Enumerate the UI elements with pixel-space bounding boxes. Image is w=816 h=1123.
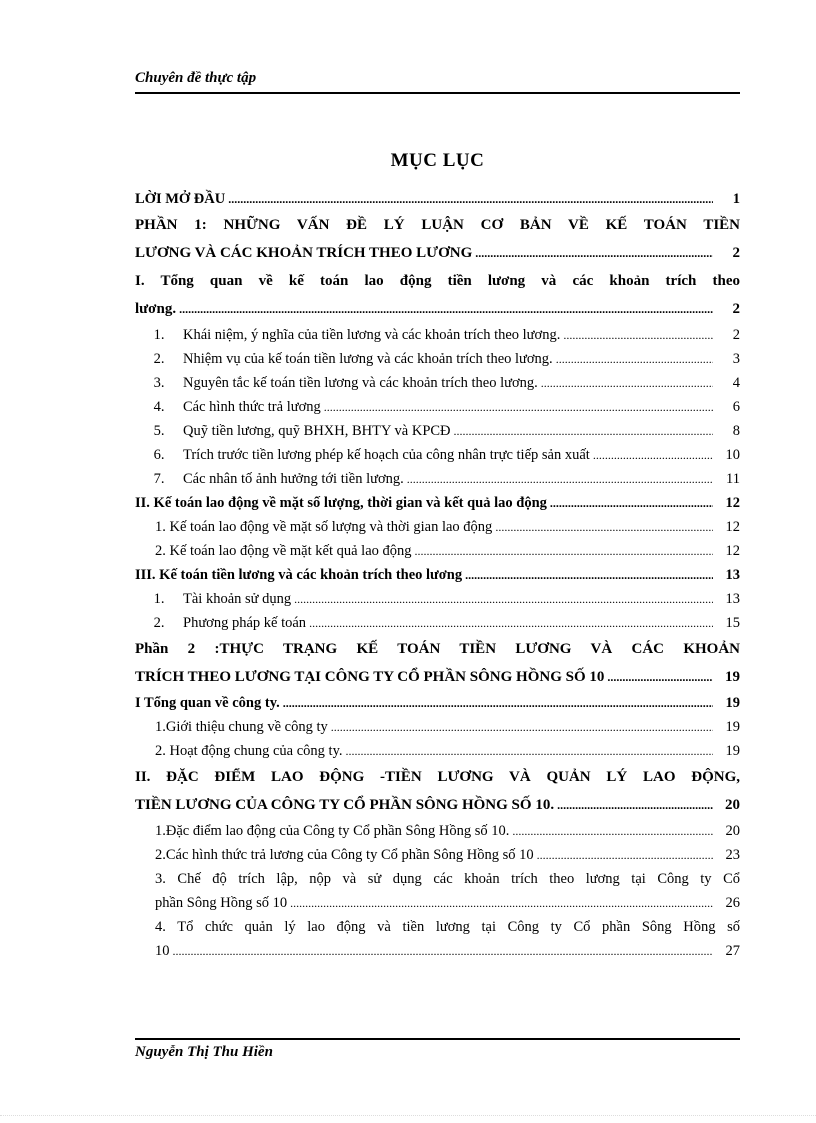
- toc-subentry[interactable]: 3. Chế độ trích lập, nộp và sử dụng các khoản trích theo lương tại Công ty Cổ phần Sông Hồng số 10 ..... 26: [135, 867, 740, 915]
- dot-leader: [309, 611, 713, 635]
- dot-leader: [407, 467, 713, 491]
- toc-subentry[interactable]: 1. Kế toán lao động về mặt số lượng và thời gian lao động ..... 12: [135, 515, 740, 539]
- dot-leader: [228, 187, 713, 211]
- dot-leader: [475, 239, 713, 267]
- author-name: Nguyễn Thị Thu Hiền: [135, 1044, 273, 1060]
- dot-leader: [465, 563, 713, 587]
- dot-leader: [541, 371, 713, 395]
- page-number: 19: [725, 669, 740, 685]
- page-number: 19: [725, 695, 740, 711]
- toc-subentry[interactable]: 2. Phương pháp kế toán ..... 15: [135, 611, 740, 635]
- dot-leader: [537, 843, 713, 867]
- dot-leader: [607, 663, 713, 691]
- page-footer: [135, 1038, 740, 1060]
- toc-entry-loi-mo-dau[interactable]: LỜI MỞ ĐẦU ..... 1: [135, 187, 740, 211]
- toc-entry-phan-2[interactable]: Phần 2 :THỰC TRẠNG KẾ TOÁN TIỀN LƯƠNG VÀ CÁC KHOẢN TRÍCH THEO LƯƠNG TẠI CÔNG TY CỔ PHẦN SÔNG HỒNG SỐ 10 ..... 19: [135, 635, 740, 691]
- dot-leader: [173, 939, 714, 963]
- page-number: 12: [725, 543, 740, 559]
- page-number: 27: [725, 943, 740, 959]
- page-number: 4: [732, 375, 740, 391]
- dot-leader: [495, 515, 713, 539]
- toc-entry-section-3[interactable]: III. Kế toán tiền lương và các khoản trích theo lương ..... 13: [135, 563, 740, 587]
- table-of-contents: [135, 187, 740, 963]
- toc-subentry[interactable]: 1.Đặc điểm lao động của Công ty Cổ phần Sông Hồng số 10. ..... 20: [135, 819, 740, 843]
- dot-leader: [512, 819, 713, 843]
- dot-leader: [179, 295, 713, 323]
- dot-leader: [556, 347, 713, 371]
- dot-leader: [557, 791, 713, 819]
- page-number: 10: [725, 447, 740, 463]
- page-number: 15: [725, 615, 740, 631]
- page-number: 26: [725, 895, 740, 911]
- page-number: 2: [732, 301, 740, 317]
- page-number: 19: [725, 743, 740, 759]
- dot-leader: [324, 395, 713, 419]
- toc-entry-section-2[interactable]: II. Kế toán lao động về mặt số lượng, thời gian và kết quả lao động ..... 12: [135, 491, 740, 515]
- toc-subentry[interactable]: 2. Nhiệm vụ của kế toán tiền lương và các khoản trích theo lương. ..... 3: [135, 347, 740, 371]
- page-number: 20: [725, 797, 740, 813]
- toc-subentry[interactable]: 1.Giới thiệu chung về công ty ..... 19: [135, 715, 740, 739]
- dot-leader: [454, 419, 713, 443]
- toc-subentry[interactable]: 5. Quỹ tiền lương, quỹ BHXH, BHTY và KPCĐ ..... 8: [135, 419, 740, 443]
- page-header: [135, 70, 740, 94]
- dot-leader: [283, 691, 713, 715]
- toc-subentry[interactable]: 3. Nguyên tắc kế toán tiền lương và các khoản trích theo lương. ..... 4: [135, 371, 740, 395]
- toc-subentry[interactable]: 2. Hoạt động chung của công ty. ..... 19: [135, 739, 740, 763]
- dot-leader: [290, 891, 713, 915]
- page-title: MỤC LỤC: [390, 150, 485, 171]
- page-number: 3: [732, 351, 740, 367]
- toc-subentry[interactable]: 6. Trích trước tiền lương phép kế hoạch của công nhân trực tiếp sản xuất ..... 10: [135, 443, 740, 467]
- dot-leader: [593, 443, 713, 467]
- dot-leader: [294, 587, 713, 611]
- page-edge-divider: [0, 1115, 816, 1116]
- toc-entry-p2-section-2[interactable]: II. ĐẶC ĐIỂM LAO ĐỘNG -TIỀN LƯƠNG VÀ QUẢN LÝ LAO ĐỘNG, TIỀN LƯƠNG CỦA CÔNG TY CỔ PHẦN SÔNG HỒNG SỐ 10. ..... 20: [135, 763, 740, 819]
- toc-subentry[interactable]: 2.Các hình thức trả lương của Công ty Cổ phần Sông Hồng số 10 ..... 23: [135, 843, 740, 867]
- toc-subentry[interactable]: 2. Kế toán lao động về mặt kết quả lao động ..... 12: [135, 539, 740, 563]
- page-number: 12: [725, 519, 740, 535]
- page-number: 13: [725, 591, 740, 607]
- toc-entry-p2-section-1[interactable]: I Tổng quan về công ty. ..... 19: [135, 691, 740, 715]
- dot-leader: [563, 323, 713, 347]
- page-number: 8: [732, 423, 740, 439]
- toc-subentry[interactable]: 1. Khái niệm, ý nghĩa của tiền lương và các khoản trích theo lương. ..... 2: [135, 323, 740, 347]
- toc-subentry[interactable]: 4. Các hình thức trả lương ..... 6: [135, 395, 740, 419]
- header-text: Chuyên đề thực tập: [135, 70, 257, 86]
- dot-leader: [415, 539, 713, 563]
- page-number: 13: [725, 567, 740, 583]
- toc-entry-section-1[interactable]: I. Tổng quan về kế toán lao động tiền lương và các khoản trích theo lương. ..... 2: [135, 267, 740, 323]
- page-number: 2: [732, 327, 740, 343]
- page-number: 2: [732, 245, 740, 261]
- toc-subentry[interactable]: 4. Tổ chức quản lý lao động và tiền lương tại Công ty Cổ phần Sông Hồng số 10 ..... 27: [135, 915, 740, 963]
- page-number: 1: [732, 191, 740, 207]
- toc-subentry[interactable]: 1. Tài khoản sử dụng ..... 13: [135, 587, 740, 611]
- toc-entry-phan-1[interactable]: PHẦN 1: NHỮNG VẤN ĐỀ LÝ LUẬN CƠ BẢN VỀ KẾ TOÁN TIỀN LƯƠNG VÀ CÁC KHOẢN TRÍCH THEO LƯƠNG ..... 2: [135, 211, 740, 267]
- page-number: 20: [725, 823, 740, 839]
- dot-leader: [550, 491, 713, 515]
- page-number: 12: [725, 495, 740, 511]
- page-number: 6: [732, 399, 740, 415]
- dot-leader: [331, 715, 713, 739]
- toc-subentry[interactable]: 7. Các nhân tố ảnh hưởng tới tiền lương. ..... 11: [135, 467, 740, 491]
- page-number: 19: [725, 719, 740, 735]
- page-number: 23: [725, 847, 740, 863]
- dot-leader: [346, 739, 713, 763]
- page-number: 11: [726, 471, 740, 487]
